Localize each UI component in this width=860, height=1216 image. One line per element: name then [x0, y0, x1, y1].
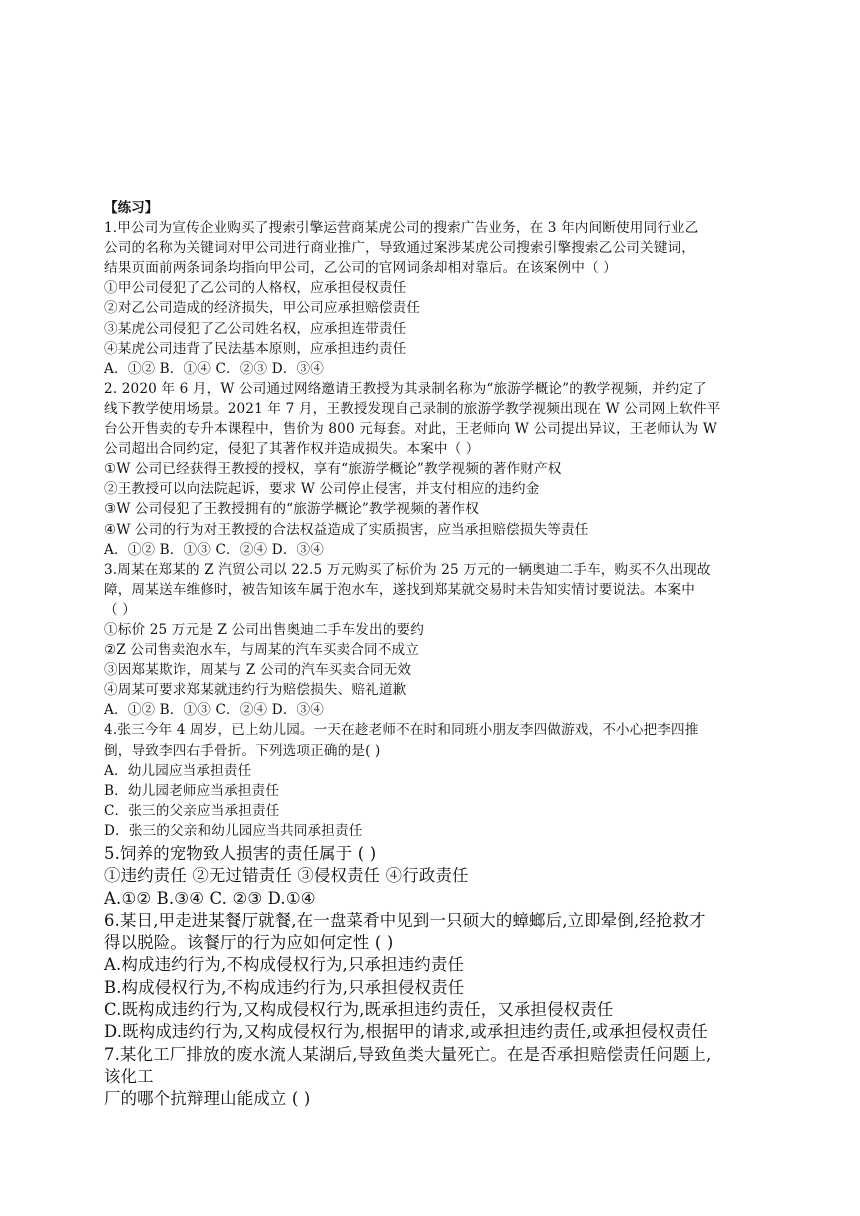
question-4: [104, 720, 764, 841]
option-line: A．幼儿园应当承担责任: [104, 762, 252, 779]
question-stem-line: 2. 2020 年 6 月，W 公司通过网络邀请王教授为其录制名称为“旅游学概论”的教学视频，并约定了: [104, 380, 707, 397]
option-line: A.构成违约行为,不构成侵权行为,只承担违约责任: [104, 955, 465, 975]
option-line: ④周某可要求郑某就违约行为赔偿损失、赔礼道歉: [104, 682, 407, 699]
worksheet-page: [104, 198, 764, 1111]
question-stem-line: 4.张三今年 4 周岁，已上幼儿园。一天在趁老师不在时和同班小朋友李四做游戏，不小心把李四推: [104, 722, 699, 739]
question-stem-line: 障，周某送车维修时，被告知该车属于泡水车，遂找到郑某就交易时未告知实情讨要说法。本案中: [104, 581, 695, 598]
option-line: ②王教授可以向法院起诉，要求 W 公司停止侵害，并支付相应的违约金: [104, 481, 540, 498]
option-line: D.既构成违约行为,又构成侵权行为,根据甲的请求,或承担违约责任,或承担侵权责任: [104, 1022, 708, 1042]
option-line: ②Z 公司售卖泡水车，与周某的汽车买卖合同不成立: [104, 642, 420, 659]
question-stem-line: 该化工: [104, 1066, 154, 1086]
question-7: [104, 1044, 764, 1111]
question-stem-line: 台公开售卖的专升本课程中，售价为 800 元每套。对此，王老师向 W 公司提出异议，王老师认为 W: [104, 421, 717, 438]
answer-choices: A．①② B．①④ C．②③ D．③④: [104, 360, 325, 377]
question-stem-line: 结果页面前两条词条均指向甲公司，乙公司的官网词条却相对靠后。在该案例中（ ）: [104, 260, 617, 277]
answer-choices: A．①② B．①③ C．②④ D．③④: [104, 541, 325, 558]
option-line: ①W 公司已经获得王教授的授权，享有“旅游学概论”教学视频的著作财产权: [104, 461, 562, 478]
option-line: ②对乙公司造成的经济损失，甲公司应承担赔偿责任: [104, 300, 421, 317]
option-line: ①标价 25 万元是 Z 公司出售奥迪二手车发出的要约: [104, 621, 424, 638]
answer-choices: A．①② B．①③ C．②④ D．③④: [104, 702, 325, 719]
option-line: B．幼儿园老师应当承担责任: [104, 782, 280, 799]
option-line: ④W 公司的行为对王教授的合法权益造成了实质损害，应当承担赔偿损失等责任: [104, 521, 589, 538]
question-stem-line: （ ）: [104, 601, 136, 618]
option-line: ③因郑某欺诈，周某与 Z 公司的汽车买卖合同无效: [104, 662, 412, 679]
question-5: [104, 843, 764, 910]
question-stem-line: 公司超出合同约定，侵犯了其著作权并造成损失。本案中（ ）: [104, 441, 480, 458]
option-line: ③某虎公司侵犯了乙公司姓名权，应承担连带责任: [104, 320, 407, 337]
option-line: ①甲公司侵犯了乙公司的人格权，应承担侵权责任: [104, 280, 407, 297]
option-line: C.既构成违约行为,又构成侵权行为,既承担违约责任，又承担侵权责任: [104, 1000, 614, 1020]
section-heading: 【练习】: [104, 200, 159, 216]
question-6: [104, 910, 764, 1044]
question-stem-line: 7.某化工厂排放的废水流人某湖后,导致鱼类大量死亡。在是否承担赔偿责任问题上,: [104, 1044, 712, 1064]
question-stem-line: 线下教学使用场景。2021 年 7 月，王教授发现自己录制的旅游学教学视频出现在 W 公司网上软件平: [104, 400, 721, 417]
option-line: B.构成侵权行为,不构成违约行为,只承担侵权责任: [104, 977, 465, 997]
answer-choices: A.①② B.③④ C. ②③ D.①④: [104, 888, 316, 908]
question-stem-line: 3.周某在郑某的 Z 汽贸公司以 22.5 万元购买了标价为 25 万元的一辆奥迪二手车，购买不久出现故: [104, 561, 711, 578]
option-line: C．张三的父亲应当承担责任: [104, 802, 280, 819]
question-stem-line: 倒，导致李四右手骨折。下列选项正确的是( ): [104, 742, 381, 759]
question-stem-line: 1.甲公司为宣传企业购买了搜索引擎运营商某虎公司的搜索广告业务，在 3 年内间断使用同行业乙: [104, 220, 699, 237]
option-line: ①违约责任 ②无过错责任 ③侵权责任 ④行政责任: [104, 866, 469, 886]
option-line: ④某虎公司违背了民法基本原则，应承担违约责任: [104, 340, 407, 357]
question-3: [104, 560, 764, 721]
question-stem-line: 公司的名称为关键词对甲公司进行商业推广，导致通过案涉某虎公司搜索引擎搜索乙公司关键词，: [104, 240, 695, 257]
question-stem-line: 5.饲养的宠物致人损害的责任属于 ( ): [104, 844, 377, 863]
option-line: D．张三的父亲和幼儿园应当共同承担责任: [104, 822, 363, 839]
question-stem-line: 6.某日,甲走进某餐厅就餐,在一盘菜肴中见到一只硕大的蟑螂后,立即晕倒,经抢救才: [104, 910, 706, 930]
option-line: ③W 公司侵犯了王教授拥有的“旅游学概论”教学视频的著作权: [104, 501, 479, 518]
question-2: [104, 379, 764, 560]
question-stem-line: 厂的哪个抗辩理山能成立 ( ): [104, 1089, 311, 1109]
question-stem-line: 得以脱险。该餐厅的行为应如何定性 ( ): [104, 933, 394, 953]
question-1: [104, 218, 764, 379]
